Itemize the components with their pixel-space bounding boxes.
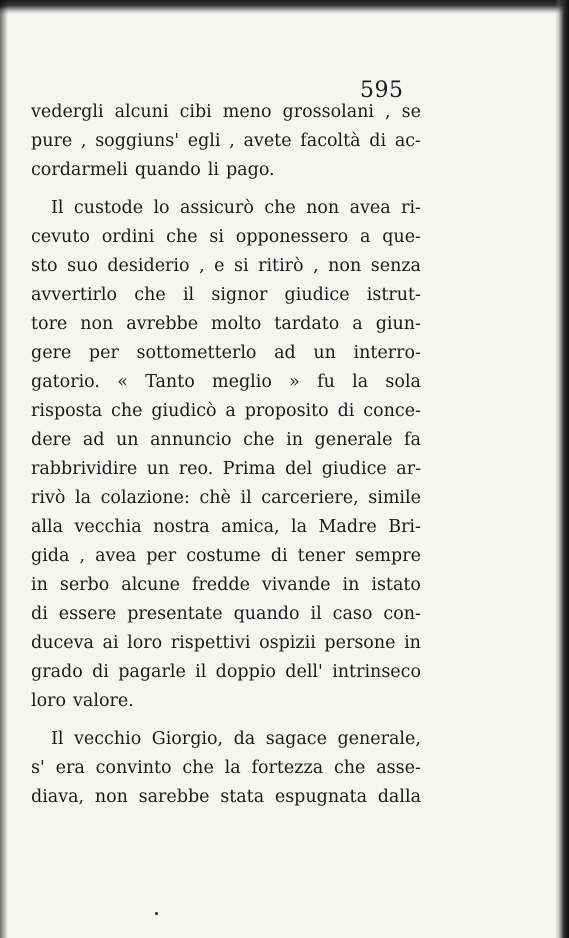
word: colazione:	[100, 488, 190, 508]
text-line	[31, 223, 421, 252]
word: quando	[134, 160, 201, 180]
text-line	[31, 281, 421, 310]
text-line	[31, 629, 421, 658]
word: giudicò	[151, 401, 217, 421]
word: non	[328, 256, 362, 276]
word: di	[369, 131, 387, 151]
word: s'	[31, 758, 45, 778]
text-line	[31, 687, 421, 716]
word: molto	[211, 314, 262, 334]
word: istrut-	[366, 285, 421, 305]
word: fredde	[191, 575, 250, 595]
word: egli	[187, 131, 221, 151]
word: Bri-	[388, 517, 421, 537]
word: sto	[31, 256, 58, 276]
word: carceriere,	[261, 488, 359, 508]
word: valore.	[73, 691, 134, 711]
word: e	[214, 256, 225, 276]
word: Prima	[222, 459, 276, 479]
word: duceva	[31, 633, 94, 653]
text-line	[31, 455, 421, 484]
word: a	[352, 314, 363, 334]
word: il	[310, 604, 322, 624]
word: istato	[371, 575, 421, 595]
word: alla	[31, 517, 64, 537]
word: assicurò	[179, 198, 254, 218]
text-line	[31, 127, 421, 156]
word: di	[31, 604, 48, 624]
body-text	[31, 98, 421, 812]
word: proposito	[244, 401, 329, 421]
word: gatorio.	[31, 372, 100, 392]
word: generale,	[337, 729, 421, 749]
word: soggiuns'	[95, 131, 180, 151]
word: avvertirlo	[31, 285, 118, 305]
word: in	[31, 575, 48, 595]
word: che	[111, 401, 143, 421]
word: se	[401, 102, 421, 122]
word: in	[404, 633, 421, 653]
word: per	[88, 343, 119, 363]
word: ,	[79, 546, 86, 566]
word: li	[207, 160, 219, 180]
word: che	[182, 758, 214, 778]
word: non	[94, 787, 128, 807]
word: ri-	[401, 198, 421, 218]
word: Madre	[318, 517, 377, 537]
word: del	[285, 459, 313, 479]
word: vecchio	[74, 729, 142, 749]
word: ,	[313, 256, 319, 276]
word: nostra	[153, 517, 210, 537]
word: cibi	[179, 102, 212, 122]
word: avete	[243, 131, 292, 151]
word: fu	[317, 372, 335, 392]
word: ac-	[394, 131, 421, 151]
word: asse-	[376, 758, 421, 778]
word: desiderio	[107, 256, 190, 276]
word: suo	[67, 256, 98, 276]
word: diava,	[31, 787, 85, 807]
word: per	[146, 546, 177, 566]
word: facoltà	[300, 131, 361, 151]
word: simile	[368, 488, 421, 508]
word: ,	[385, 102, 391, 122]
word: che	[333, 758, 366, 778]
paragraph-gap	[31, 716, 421, 725]
word: giudice	[284, 285, 350, 305]
word: pago.	[225, 160, 275, 180]
word: tore	[31, 314, 68, 334]
word: da	[233, 729, 256, 749]
text-line	[31, 252, 421, 281]
word: di	[92, 662, 109, 682]
word: annuncio	[150, 430, 232, 450]
word: essere	[58, 604, 117, 624]
page-number: 595	[360, 78, 404, 103]
word: un	[146, 459, 170, 479]
text-line	[31, 339, 421, 368]
word: a	[225, 401, 236, 421]
word: un	[116, 430, 139, 450]
word: meglio	[212, 372, 272, 392]
word: alcune	[121, 575, 180, 595]
word: ritirò	[258, 256, 304, 276]
word: presentate	[127, 604, 223, 624]
word: giudice	[321, 459, 387, 479]
word: che	[166, 227, 198, 247]
word: sarebbe	[138, 787, 210, 807]
word: si	[234, 256, 249, 276]
word: dere	[31, 430, 72, 450]
word: ad	[274, 343, 296, 363]
word: vecchia	[74, 517, 142, 537]
word: giun-	[375, 314, 421, 334]
text-line	[31, 600, 421, 629]
word: dell'	[285, 662, 323, 682]
word: pagarle	[118, 662, 186, 682]
text-line	[31, 658, 421, 687]
word: la	[352, 372, 369, 392]
word: Il	[51, 729, 64, 749]
word: alcuni	[114, 102, 169, 122]
word: caso	[332, 604, 373, 624]
word: amica,	[221, 517, 280, 537]
text-line	[31, 783, 421, 812]
word: chè	[199, 488, 231, 508]
word: ar-	[396, 459, 421, 479]
word: gere	[31, 343, 72, 363]
word: persone	[324, 633, 396, 653]
word: vivande	[261, 575, 331, 595]
word: opponessero	[235, 227, 349, 247]
paragraph-gap	[31, 185, 421, 194]
word: rispettivi	[170, 633, 251, 653]
word: non	[306, 198, 340, 218]
page-top-shadow	[0, 0, 569, 14]
word: que-	[382, 227, 421, 247]
word: rabbrividire	[31, 459, 138, 479]
word: doppio	[215, 662, 276, 682]
ink-speck	[155, 912, 158, 915]
text-line	[31, 754, 421, 783]
word: grado	[31, 662, 83, 682]
word: sempre	[355, 546, 421, 566]
word: che	[264, 198, 296, 218]
word: ordini	[101, 227, 155, 247]
paragraph	[31, 725, 421, 812]
paragraph	[31, 98, 421, 185]
text-line	[31, 397, 421, 426]
word: ad	[82, 430, 105, 450]
word: avea	[95, 546, 137, 566]
word: stata	[220, 787, 265, 807]
word: risposta	[31, 401, 103, 421]
word: tardato	[274, 314, 340, 334]
text-line	[31, 513, 421, 542]
word: grossolani	[282, 102, 375, 122]
word: la	[74, 488, 92, 508]
word: pure	[31, 131, 73, 151]
text-line	[31, 368, 421, 397]
word: custode	[73, 198, 144, 218]
word: in	[342, 575, 360, 595]
word: un	[313, 343, 336, 363]
word: sagace	[265, 729, 327, 749]
word: Tanto	[145, 372, 195, 392]
word: cordarmeli	[31, 160, 128, 180]
text-line	[31, 484, 421, 513]
word: tener	[297, 546, 346, 566]
word: il	[195, 662, 207, 682]
word: reo.	[178, 459, 214, 479]
paragraph	[31, 194, 421, 716]
word: intrinseco	[332, 662, 421, 682]
word: meno	[222, 102, 272, 122]
word: »	[289, 372, 300, 392]
word: signor	[211, 285, 268, 305]
word: conce-	[363, 401, 421, 421]
word: serbo	[59, 575, 110, 595]
word: ai	[102, 633, 119, 653]
word: vedergli	[31, 102, 104, 122]
page-right-edge	[555, 0, 569, 938]
word: gida	[31, 546, 70, 566]
word: il	[240, 488, 252, 508]
word: loro	[31, 691, 67, 711]
word: espugnata	[274, 787, 368, 807]
word: cevuto	[31, 227, 90, 247]
text-line	[31, 571, 421, 600]
word: sottometterlo	[136, 343, 257, 363]
word: fortezza	[251, 758, 324, 778]
word: ,	[229, 131, 235, 151]
word: di	[337, 401, 355, 421]
word: sola	[385, 372, 421, 392]
text-line	[31, 426, 421, 455]
word: avea	[349, 198, 391, 218]
word: si	[209, 227, 224, 247]
text-line	[31, 542, 421, 571]
page-left-shadow	[0, 0, 8, 938]
word: loro	[127, 633, 163, 653]
word: costume	[186, 546, 261, 566]
word: con-	[383, 604, 421, 624]
word: dalla	[377, 787, 421, 807]
word: di	[270, 546, 288, 566]
text-line	[31, 310, 421, 339]
word: che	[243, 430, 275, 450]
text-line	[31, 194, 421, 223]
word: fa	[404, 430, 421, 450]
word: non	[80, 314, 114, 334]
word: ,	[80, 131, 87, 151]
word: convinto	[95, 758, 172, 778]
word: «	[117, 372, 128, 392]
word: a	[359, 227, 371, 247]
word: quando	[233, 604, 300, 624]
text-line	[31, 98, 421, 127]
word: che	[134, 285, 166, 305]
word: lo	[153, 198, 170, 218]
word: la	[291, 517, 308, 537]
word: la	[224, 758, 241, 778]
word: generale	[314, 430, 393, 450]
word: il	[182, 285, 195, 305]
word: rivò	[31, 488, 66, 508]
word: ospizii	[259, 633, 316, 653]
word: era	[55, 758, 85, 778]
text-line	[31, 725, 421, 754]
word: Giorgio,	[151, 729, 224, 749]
word: interro-	[353, 343, 421, 363]
word: in	[286, 430, 303, 450]
word: ,	[199, 256, 205, 276]
word: Il	[51, 198, 64, 218]
word: avrebbe	[126, 314, 199, 334]
word: senza	[370, 256, 421, 276]
text-line	[31, 156, 421, 185]
